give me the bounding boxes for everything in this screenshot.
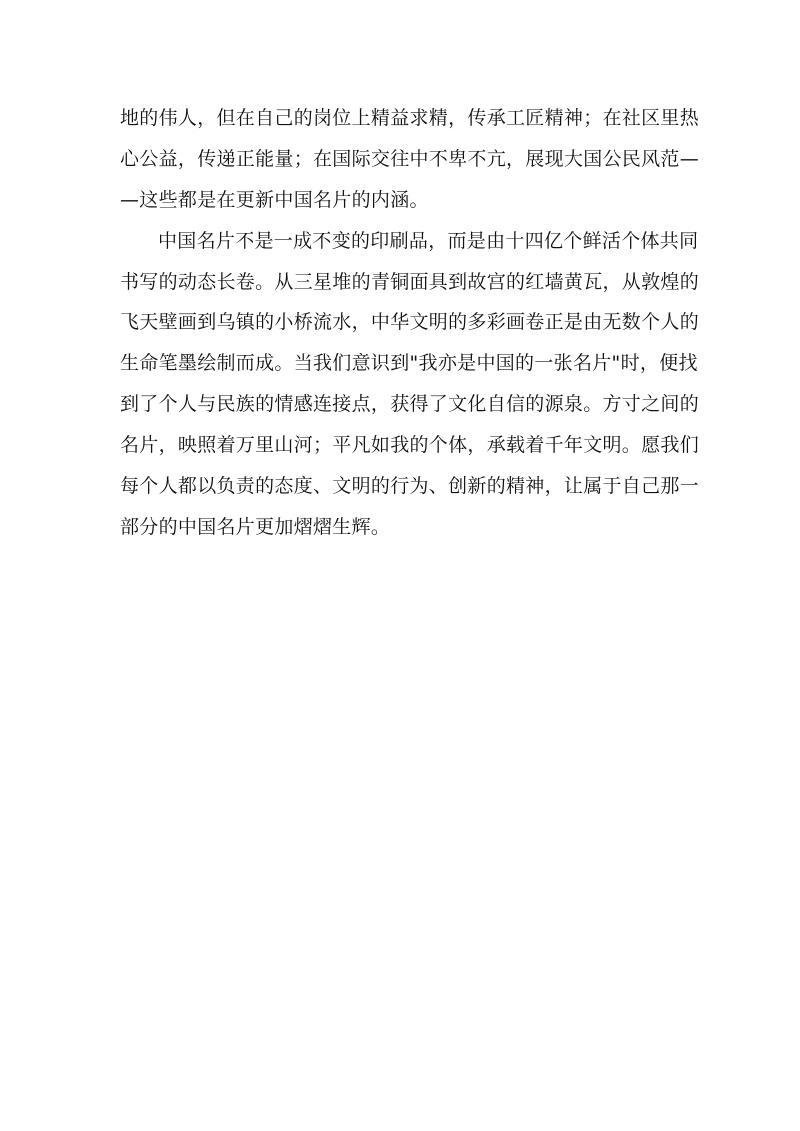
text-line: 部分的中国名片更加熠熠生辉。 <box>120 515 391 538</box>
paragraph-2 <box>120 221 700 548</box>
text-line: 名片，映照着万里山河；平凡如我的个体，承载着千年文明。愿我们 <box>120 434 700 457</box>
text-line: 书写的动态长卷。从三星堆的青铜面具到故宫的红墙黄瓦，从敦煌的 <box>120 270 700 293</box>
text-line: 中国名片不是一成不变的印刷品，而是由十四亿个鲜活个体共同 <box>158 229 699 252</box>
text-line: 心公益，传递正能量；在国际交往中不卑不亢，展现大国公民风范— <box>120 147 700 170</box>
text-line: 地的伟人，但在自己的岗位上精益求精，传承工匠精神；在社区里热 <box>120 107 700 129</box>
text-line: 生命笔墨绘制而成。当我们意识到"我亦是中国的一张名片"时，便找 <box>120 352 698 375</box>
text-line: 每个人都以负责的态度、文明的行为、创新的精神，让属于自己那一 <box>120 475 700 498</box>
essay-body <box>120 98 700 548</box>
text-line: 飞天壁画到乌镇的小桥流水，中华文明的多彩画卷正是由无数个人的 <box>120 311 700 334</box>
text-line: 到了个人与民族的情感连接点，获得了文化自信的源泉。方寸之间的 <box>120 393 700 416</box>
text-line: —这些都是在更新中国名片的内涵。 <box>120 188 429 211</box>
paragraph-1 <box>120 98 700 221</box>
